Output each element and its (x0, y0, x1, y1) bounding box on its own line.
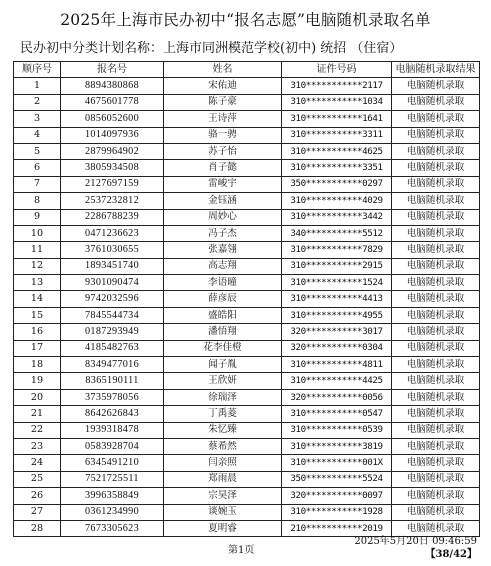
plan-name: 民办初中分类计划名称：上海市同洲模范学校(初中) 统招 （住宿） (20, 41, 403, 56)
cell-seq: 25 (14, 471, 61, 487)
cell-seq: 2 (14, 94, 61, 110)
cell-name: 陈子豪 (164, 94, 282, 110)
table-row (14, 127, 480, 143)
cell-name: 夏明睿 (164, 520, 282, 536)
cell-name: 王欣妍 (164, 373, 282, 389)
cell-seq: 14 (14, 291, 61, 307)
cell-seq: 28 (14, 520, 61, 536)
col-header-regno: 报名号 (61, 62, 164, 78)
page-number: 第1页 (228, 545, 255, 556)
cell-seq: 7 (14, 176, 61, 192)
cell-name: 肖子懿 (164, 160, 282, 176)
cell-id: 310***********1928 (282, 504, 392, 520)
cell-name: 郑雨晨 (164, 471, 282, 487)
cell-id: 310***********4625 (282, 143, 392, 159)
cell-id: 340***********5512 (282, 225, 392, 241)
table-row (14, 225, 480, 241)
cell-regno: 4675601778 (61, 94, 164, 110)
cell-name: 周妙心 (164, 209, 282, 225)
cell-id: 210***********2019 (282, 520, 392, 536)
table-row (14, 275, 480, 291)
cell-name: 高志翔 (164, 258, 282, 274)
table-body (14, 78, 480, 537)
table-row (14, 324, 480, 340)
cell-seq: 20 (14, 389, 61, 405)
cell-id: 310***********4425 (282, 373, 392, 389)
cell-id: 350***********5524 (282, 471, 392, 487)
cell-seq: 24 (14, 455, 61, 471)
cell-regno: 2286788239 (61, 209, 164, 225)
table-row (14, 242, 480, 258)
table-header-row (14, 62, 480, 78)
cell-seq: 17 (14, 340, 61, 356)
cell-name: 徐瑞泽 (164, 389, 282, 405)
cell-id: 310***********0547 (282, 406, 392, 422)
table-row (14, 193, 480, 209)
cell-regno: 0471236623 (61, 225, 164, 241)
admission-table (13, 61, 480, 537)
cell-result: 电脑随机录取 (392, 455, 480, 471)
cell-seq: 23 (14, 438, 61, 454)
col-header-result: 电脑随机录取结果 (392, 62, 480, 78)
cell-regno: 3761030655 (61, 242, 164, 258)
table-row (14, 176, 480, 192)
cell-regno: 8365190111 (61, 373, 164, 389)
cell-result: 电脑随机录取 (392, 324, 480, 340)
cell-name: 苏子怡 (164, 143, 282, 159)
cell-id: 320***********0056 (282, 389, 392, 405)
cell-result: 电脑随机录取 (392, 94, 480, 110)
cell-seq: 12 (14, 258, 61, 274)
cell-seq: 5 (14, 143, 61, 159)
cell-name: 骆一骋 (164, 127, 282, 143)
table-row (14, 94, 480, 110)
cell-regno: 3805934508 (61, 160, 164, 176)
cell-result: 电脑随机录取 (392, 488, 480, 504)
cell-result: 电脑随机录取 (392, 176, 480, 192)
cell-regno: 7521725511 (61, 471, 164, 487)
cell-seq: 22 (14, 422, 61, 438)
cell-result: 电脑随机录取 (392, 242, 480, 258)
cell-regno: 8642626843 (61, 406, 164, 422)
cell-name: 蔡希然 (164, 438, 282, 454)
cell-seq: 11 (14, 242, 61, 258)
cell-result: 电脑随机录取 (392, 111, 480, 127)
cell-seq: 27 (14, 504, 61, 520)
cell-result: 电脑随机录取 (392, 422, 480, 438)
cell-regno: 4185482763 (61, 340, 164, 356)
cell-result: 电脑随机录取 (392, 275, 480, 291)
cell-name: 闻子胤 (164, 357, 282, 373)
cell-id: 310***********4029 (282, 193, 392, 209)
cell-name: 谈婉玉 (164, 504, 282, 520)
table-row (14, 258, 480, 274)
cell-result: 电脑随机录取 (392, 520, 480, 536)
cell-name: 李语曈 (164, 275, 282, 291)
cell-name: 雷峻宇 (164, 176, 282, 192)
cell-seq: 13 (14, 275, 61, 291)
cell-seq: 6 (14, 160, 61, 176)
cell-id: 310***********4811 (282, 357, 392, 373)
cell-result: 电脑随机录取 (392, 143, 480, 159)
footer-info (354, 535, 477, 561)
cell-seq: 8 (14, 193, 61, 209)
table-row (14, 307, 480, 323)
cell-regno: 1939318478 (61, 422, 164, 438)
col-header-name: 姓名 (164, 62, 282, 78)
cell-result: 电脑随机录取 (392, 209, 480, 225)
table-row (14, 160, 480, 176)
cell-result: 电脑随机录取 (392, 406, 480, 422)
col-header-seq: 顺序号 (14, 62, 61, 78)
cell-regno: 1014097936 (61, 127, 164, 143)
cell-id: 320***********0304 (282, 340, 392, 356)
cell-seq: 3 (14, 111, 61, 127)
cell-result: 电脑随机录取 (392, 225, 480, 241)
cell-result: 电脑随机录取 (392, 373, 480, 389)
table-row (14, 209, 480, 225)
cell-regno: 3735978056 (61, 389, 164, 405)
cell-regno: 0187293949 (61, 324, 164, 340)
cell-result: 电脑随机录取 (392, 471, 480, 487)
cell-result: 电脑随机录取 (392, 78, 480, 94)
cell-result: 电脑随机录取 (392, 438, 480, 454)
cell-seq: 4 (14, 127, 61, 143)
cell-name: 闫亲照 (164, 455, 282, 471)
cell-regno: 8894380868 (61, 78, 164, 94)
cell-id: 320***********0097 (282, 488, 392, 504)
table-row (14, 406, 480, 422)
cell-result: 电脑随机录取 (392, 307, 480, 323)
table-row (14, 291, 480, 307)
cell-result: 电脑随机录取 (392, 258, 480, 274)
cell-id: 310***********3351 (282, 160, 392, 176)
cell-name: 张嘉翎 (164, 242, 282, 258)
cell-name: 薛彦辰 (164, 291, 282, 307)
table-row (14, 78, 480, 94)
cell-id: 310***********0539 (282, 422, 392, 438)
print-timestamp: 2025年5月20日 09:46:59 (354, 536, 477, 547)
cell-regno: 0856052600 (61, 111, 164, 127)
document-title: 2025年上海市民办初中“报名志愿”电脑随机录取名单 (60, 11, 431, 29)
cell-id: 310***********4955 (282, 307, 392, 323)
cell-result: 电脑随机录取 (392, 389, 480, 405)
cell-result: 电脑随机录取 (392, 357, 480, 373)
cell-name: 丁禹菱 (164, 406, 282, 422)
cell-id: 310***********001X (282, 455, 392, 471)
cell-regno: 7673305623 (61, 520, 164, 536)
cell-seq: 26 (14, 488, 61, 504)
cell-name: 宋佑迪 (164, 78, 282, 94)
cell-id: 310***********1034 (282, 94, 392, 110)
table-row (14, 111, 480, 127)
cell-id: 310***********1524 (282, 275, 392, 291)
cell-seq: 21 (14, 406, 61, 422)
table-row (14, 471, 480, 487)
cell-seq: 1 (14, 78, 61, 94)
cell-result: 电脑随机录取 (392, 160, 480, 176)
cell-result: 电脑随机录取 (392, 193, 480, 209)
cell-regno: 7845544734 (61, 307, 164, 323)
table-row (14, 488, 480, 504)
table-row (14, 455, 480, 471)
cell-regno: 9742032596 (61, 291, 164, 307)
cell-id: 310***********3819 (282, 438, 392, 454)
cell-regno: 2127697159 (61, 176, 164, 192)
cell-regno: 9301090474 (61, 275, 164, 291)
cell-id: 310***********1641 (282, 111, 392, 127)
cell-name: 宗昊泽 (164, 488, 282, 504)
table-row (14, 357, 480, 373)
cell-id: 310***********3311 (282, 127, 392, 143)
cell-result: 电脑随机录取 (392, 504, 480, 520)
cell-name: 盛皓阳 (164, 307, 282, 323)
cell-seq: 19 (14, 373, 61, 389)
cell-name: 王诗萍 (164, 111, 282, 127)
cell-regno: 2537232812 (61, 193, 164, 209)
cell-result: 电脑随机录取 (392, 127, 480, 143)
table-row (14, 422, 480, 438)
cell-id: 310***********2117 (282, 78, 392, 94)
cell-name: 冯子杰 (164, 225, 282, 241)
cell-seq: 18 (14, 357, 61, 373)
cell-name: 潘悟翔 (164, 324, 282, 340)
cell-id: 310***********3442 (282, 209, 392, 225)
cell-result: 电脑随机录取 (392, 340, 480, 356)
cell-seq: 16 (14, 324, 61, 340)
cell-id: 310***********7829 (282, 242, 392, 258)
cell-regno: 1893451740 (61, 258, 164, 274)
cell-name: 花李佳橙 (164, 340, 282, 356)
table-row (14, 373, 480, 389)
cell-seq: 9 (14, 209, 61, 225)
cell-id: 310***********4413 (282, 291, 392, 307)
table-row (14, 438, 480, 454)
table-row (14, 143, 480, 159)
cell-regno: 0361234990 (61, 504, 164, 520)
cell-result: 电脑随机录取 (392, 291, 480, 307)
cell-id: 350***********0297 (282, 176, 392, 192)
col-header-id: 证件号码 (282, 62, 392, 78)
cell-id: 310***********2915 (282, 258, 392, 274)
cell-regno: 6345491210 (61, 455, 164, 471)
table-row (14, 340, 480, 356)
cell-regno: 2879964902 (61, 143, 164, 159)
table-row (14, 504, 480, 520)
cell-id: 320***********3017 (282, 324, 392, 340)
table-row (14, 389, 480, 405)
cell-regno: 0583928704 (61, 438, 164, 454)
cell-name: 金钰涵 (164, 193, 282, 209)
page-count: 【38/42】 (425, 549, 477, 560)
cell-regno: 8349477016 (61, 357, 164, 373)
cell-regno: 3996358849 (61, 488, 164, 504)
cell-seq: 10 (14, 225, 61, 241)
cell-seq: 15 (14, 307, 61, 323)
cell-name: 朱忆臻 (164, 422, 282, 438)
